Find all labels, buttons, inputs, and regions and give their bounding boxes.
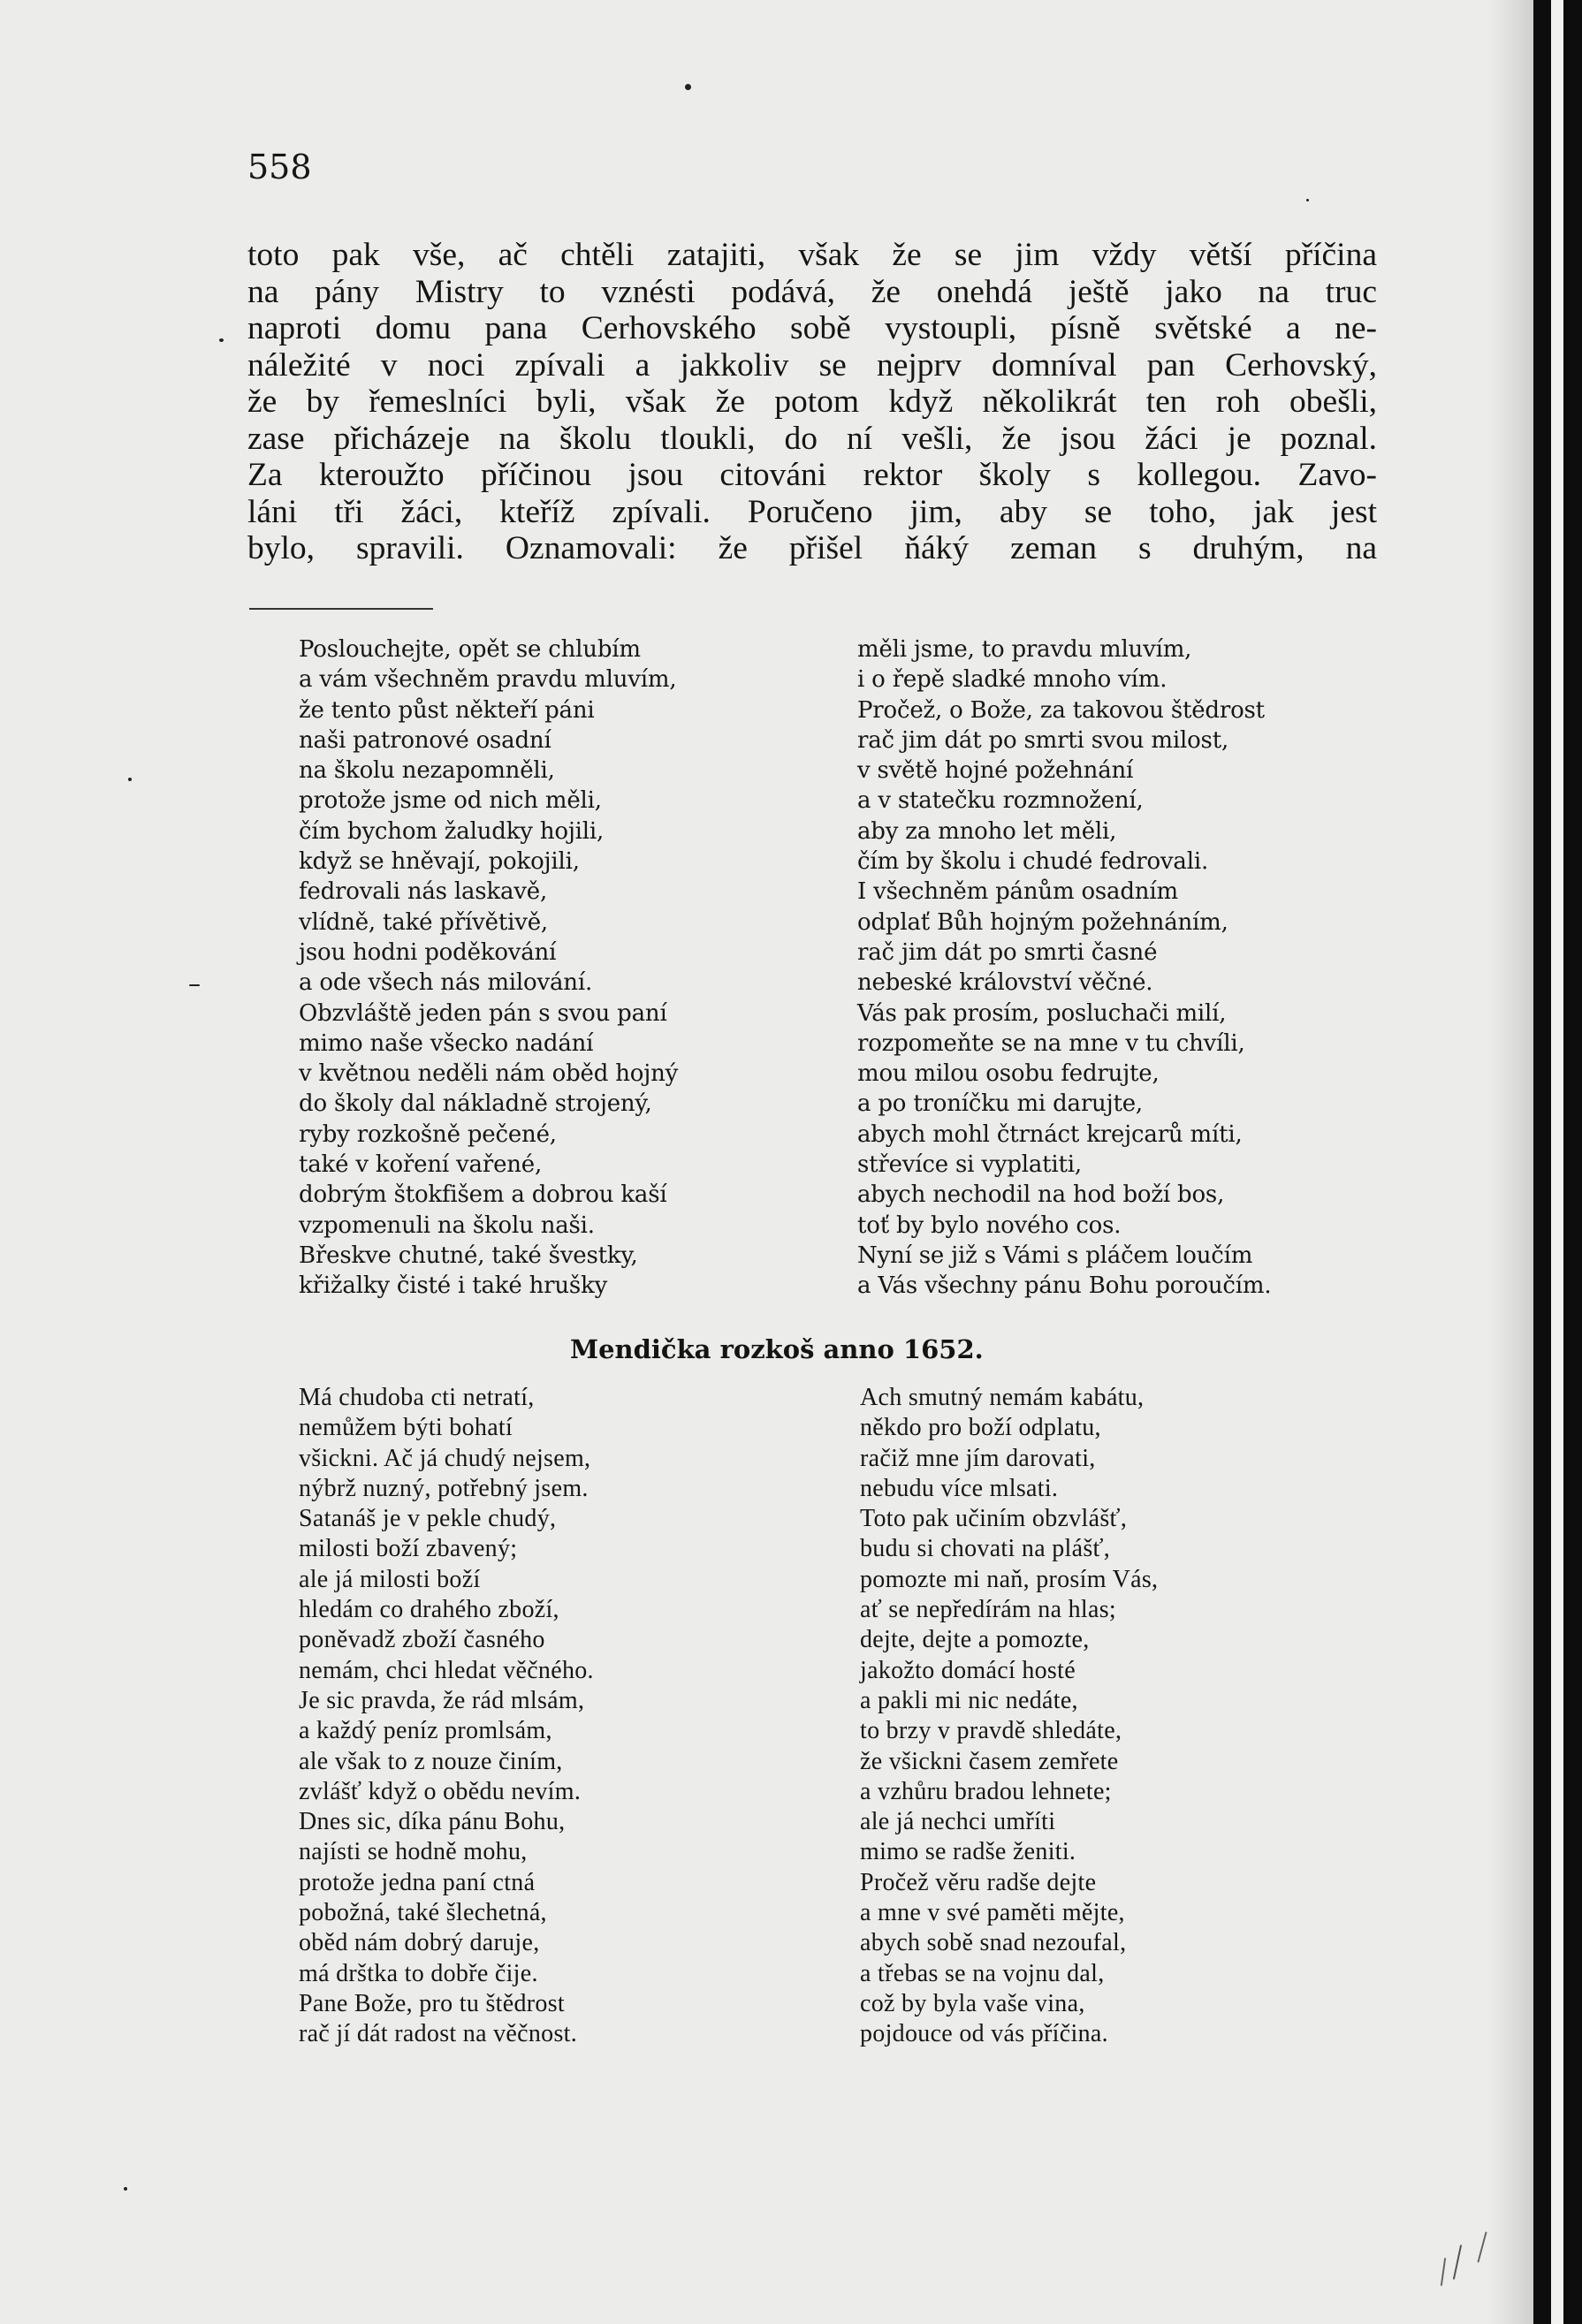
verse-line: někdo pro boží odplatu, — [860, 1414, 1101, 1442]
verse-line: nemůžem býti bohatí — [299, 1414, 513, 1442]
verse-line: toť by bylo nového cos. — [857, 1211, 1122, 1239]
verse-line: to brzy v pravdě shledáte, — [860, 1717, 1122, 1745]
verse-line: oběd nám dobrý daruje, — [299, 1929, 540, 1957]
verse-line: protože jedna paní ctná — [299, 1868, 536, 1896]
verse-line: protože jsme od nich měli, — [299, 787, 602, 815]
verse-line: račiž mne jím darovati, — [860, 1444, 1096, 1472]
verse-line: Pročež, o Bože, za takovou štědrost — [857, 696, 1265, 724]
verse-line: pojdouce od vás příčina. — [860, 2020, 1108, 2048]
verse-line: nýbrž nuzný, potřebný jsem. — [299, 1474, 589, 1502]
prose-line: že by řemeslníci byli, však že potom když několikrát ten roh obešli, — [247, 384, 1377, 420]
verse-line: Pane Bože, pro tu štědrost — [299, 1989, 565, 2017]
verse-line: pomozte mi naň, prosím Vás, — [860, 1565, 1159, 1593]
verse-line: mimo se radše ženiti. — [860, 1838, 1076, 1866]
verse-line: a ode všech nás milování. — [299, 969, 593, 997]
footnote-divider — [249, 608, 433, 610]
prose-line: naproti domu pana Cerhovského sobě vystoupli, písně světské a ne- — [247, 310, 1377, 346]
verse-line: ale já nechci umříti — [860, 1808, 1056, 1836]
verse-line: fedrovali nás laskavě, — [299, 878, 548, 906]
verse-line: a mne v své paměti mějte, — [860, 1899, 1125, 1927]
verse-line: a třebas se na vojnu dal, — [860, 1959, 1105, 1987]
verse-line: a po troníčku mi darujte, — [857, 1090, 1143, 1118]
verse-line: nebeské království věčné. — [857, 969, 1153, 997]
verse-line: měli jsme, to pravdu mluvím, — [857, 636, 1192, 663]
verse-line: rač jim dát po smrti svou milost, — [857, 726, 1229, 754]
verse-line: a pakli mi nic nedáte, — [860, 1686, 1078, 1714]
poem2-left-column — [299, 1383, 594, 2050]
verse-line: a každý peníz promlsám, — [299, 1717, 552, 1745]
verse-line: Toto pak učiním obzvlášť, — [860, 1505, 1128, 1533]
verse-line: střevíce si vyplatiti, — [857, 1151, 1082, 1179]
verse-line: abych sobě snad nezoufal, — [860, 1929, 1127, 1957]
prose-line: náležité v noci zpívali a jakkoliv se nejprv domníval pan Cerhovský, — [247, 346, 1377, 384]
verse-line: ale však to z nouze činím, — [299, 1747, 563, 1775]
page-number: 558 — [247, 148, 312, 186]
verse-line: ať se nepředírám na hlas; — [860, 1596, 1117, 1624]
verse-line: odplať Bůh hojným požehnáním, — [857, 908, 1228, 936]
verse-line: také v koření vařené, — [299, 1151, 543, 1179]
prose-line: Za kteroužto příčinou jsou citováni rektor školy s kollegou. Zavo- — [247, 457, 1377, 493]
verse-line: že tento půst někteří páni — [299, 696, 595, 724]
verse-line: Satanáš je v pekle chudý, — [299, 1505, 557, 1533]
verse-line: Dnes sic, díka pánu Bohu, — [299, 1808, 566, 1836]
verse-line: v květnou neděli nám oběd hojný — [299, 1060, 679, 1088]
verse-line: nemám, chci hledat věčného. — [299, 1656, 594, 1684]
verse-line: Obzvláště jeden pán s svou paní — [299, 999, 667, 1027]
verse-line: Břeskve chutné, také švestky, — [299, 1242, 638, 1269]
prose-line: zase přicházeje na školu tloukli, do ní vešli, že jsou žáci je poznal. — [247, 420, 1377, 457]
verse-line: do školy dal nákladně strojený, — [299, 1090, 652, 1118]
verse-line: což by byla vaše vina, — [860, 1989, 1085, 2017]
verse-line: I všechněm pánům osadním — [857, 878, 1178, 906]
prose-line: na pány Mistry to vznésti podává, že onehdá ještě jako na truc — [247, 273, 1377, 310]
verse-line: Nyní se již s Vámi s pláčem loučím — [857, 1242, 1253, 1269]
verse-line: nebudu více mlsati. — [860, 1474, 1059, 1502]
verse-line: a Vás všechny pánu Bohu poroučím. — [857, 1272, 1272, 1300]
verse-line: Ach smutný nemám kabátu, — [860, 1384, 1145, 1411]
verse-line: a vzhůru bradou lehnete; — [860, 1777, 1112, 1805]
verse-line: milosti boží zbavený; — [299, 1535, 518, 1563]
verse-line: naši patronové osadní — [299, 726, 551, 754]
book-edge — [1533, 0, 1582, 2324]
verse-line: vlídně, také přívětivě, — [299, 908, 548, 936]
verse-line: rozpomeňte se na mne v tu chvíli, — [857, 1029, 1245, 1057]
verse-line: pobožná, také šlechetná, — [299, 1899, 547, 1927]
verse-line: jsou hodni poděkování — [299, 938, 557, 966]
verse-line: že všickni časem zemřete — [860, 1747, 1119, 1775]
verse-line: dejte, dejte a pomozte, — [860, 1626, 1090, 1654]
verse-line: a v statečku rozmnožení, — [857, 787, 1144, 815]
poem1-left-column — [299, 634, 678, 1302]
verse-line: čím bychom žaludky hojili, — [299, 817, 605, 845]
prose-paragraph — [247, 237, 1377, 567]
verse-line: rač jí dát radost na věčnost. — [299, 2020, 578, 2048]
verse-line: abych mohl čtrnáct krejcarů míti, — [857, 1120, 1243, 1148]
poem1-right-column — [857, 634, 1271, 1302]
verse-line: v světě hojné požehnání — [857, 757, 1134, 785]
verse-line: Má chudoba cti netratí, — [299, 1384, 535, 1411]
verse-line: zvlášť když o obědu nevím. — [299, 1777, 582, 1805]
poem2-right-column — [860, 1383, 1158, 2050]
verse-line: čím by školu i chudé fedrovali. — [857, 848, 1209, 876]
section-title: Mendička rozkoš anno 1652. — [570, 1334, 984, 1364]
verse-line: budu si chovati na plášť, — [860, 1535, 1111, 1563]
verse-line: Vás pak prosím, posluchači milí, — [857, 999, 1227, 1027]
verse-line: vzpomenuli na školu naši. — [299, 1211, 595, 1239]
verse-line: ale já milosti boží — [299, 1565, 481, 1593]
verse-line: hledám co drahého zboží, — [299, 1596, 559, 1624]
verse-line: Pročež věru radše dejte — [860, 1868, 1097, 1896]
verse-line: abych nechodil na hod boží bos, — [857, 1181, 1225, 1209]
verse-line: i o řepě sladké mnoho vím. — [857, 666, 1167, 694]
verse-line: najísti se hodně mohu, — [299, 1838, 528, 1866]
verse-line: má drštka to dobře čije. — [299, 1959, 538, 1987]
verse-line: Poslouchejte, opět se chlubím — [299, 636, 641, 663]
verse-line: a vám všechněm pravdu mluvím, — [299, 666, 677, 694]
verse-line: na školu nezapomněli, — [299, 757, 555, 785]
prose-line: láni tři žáci, kteříž zpívali. Poručeno jim, aby se toho, jak jest — [247, 493, 1377, 530]
verse-line: mou milou osobu fedrujte, — [857, 1060, 1160, 1088]
verse-line: všickni. Ač já chudý nejsem, — [299, 1444, 591, 1472]
verse-line: křižalky čisté i také hrušky — [299, 1272, 608, 1300]
prose-line: toto pak vše, ač chtěli zatajiti, však že se jim vždy větší příčina — [247, 237, 1377, 273]
prose-line: bylo, spravili. Oznamovali: že přišel ňáký zeman s druhým, na — [247, 530, 1377, 566]
verse-line: rač jim dát po smrti časné — [857, 938, 1158, 966]
verse-line: dobrým štokfišem a dobrou kaší — [299, 1181, 667, 1209]
verse-line: mimo naše všecko nadání — [299, 1029, 594, 1057]
verse-line: ryby rozkošně pečené, — [299, 1120, 557, 1148]
verse-line: aby za mnoho let měli, — [857, 817, 1117, 845]
verse-line: jakožto domácí hosté — [860, 1656, 1076, 1684]
verse-line: když se hněvají, pokojili, — [299, 848, 580, 876]
verse-line: poněvadž zboží časného — [299, 1626, 545, 1654]
verse-line: Je sic pravda, že rád mlsám, — [299, 1686, 585, 1714]
